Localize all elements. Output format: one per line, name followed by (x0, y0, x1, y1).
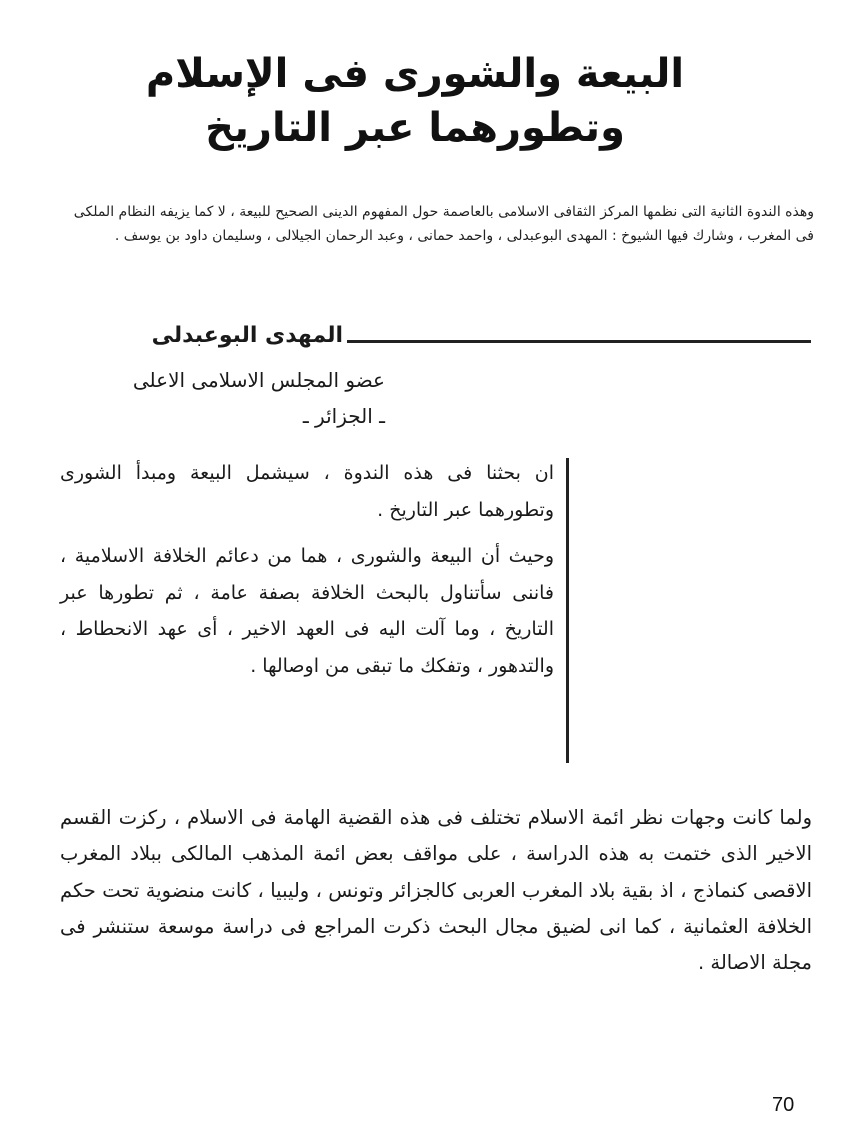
author-role-country: ـ الجزائر ـ (302, 404, 385, 428)
author-role-title: عضو المجلس الاسلامى الاعلى (132, 368, 385, 392)
lead-column (60, 455, 554, 684)
author-name: المهدى البوعبدلى (118, 320, 343, 352)
article-intro (62, 200, 814, 248)
author-affiliation (80, 362, 385, 434)
article-title-line2: وتطورهما عبر التاريخ (205, 105, 625, 151)
intro-text: وهذه الندوة الثانية التى نظمها المركز الثقافى الاسلامى بالعاصمة حول المفهوم الدينى الصحيح للبيعة ، لا كما يزيفه النظام الملكى فى المغرب ، وشارك فيها الشيوخ : المهدى البوعبدلى ، واحمد حمانى ، وعبد الرحمان الجيلالى ، وسليمان داود بن يوسف . (73, 204, 814, 244)
page-number: 70 (772, 1094, 795, 1116)
lead-paragraph-1: ان بحثنا فى هذه الندوة ، سيشمل البيعة ومبدأ الشورى وتطورهما عبر التاريخ . (60, 462, 554, 521)
column-vertical-rule (566, 458, 569, 763)
author-divider-rule (347, 340, 811, 343)
body-section (60, 800, 812, 981)
body-paragraph: ولما كانت وجهات نظر ائمة الاسلام تختلف فى هذه القضية الهامة فى الاسلام ، ركزت القسم الاخير الذى ختمت به هذه الدراسة ، على مواقف بعض ائمة المذهب المالكى ببلاد المغرب الاقصى كنماذج ، اذ بقية بلاد المغرب العربى كالجزائر وتونس ، وليبيا ، كانت منضوية تحت حكم الخلافة العثمانية ، كما انى لضيق مجال البحث ذكرت المراجع فى دراسة موسعة ستنشر فى مجلة الاصالة . (60, 806, 812, 975)
lead-paragraph-2: وحيث أن البيعة والشورى ، هما من دعائم الخلافة الاسلامية ، فاننى سأتناول بالبحث الخلافة بصفة عامة ، ثم تطورها عبر التاريخ ، وما آلت اليه فى العهد الاخير ، أى عهد الانحطاط ، والتدهور ، وتفكك ما تبقى من اوصالها . (60, 545, 554, 677)
article-title-line1: البيعة والشورى فى الإسلام (145, 51, 685, 97)
